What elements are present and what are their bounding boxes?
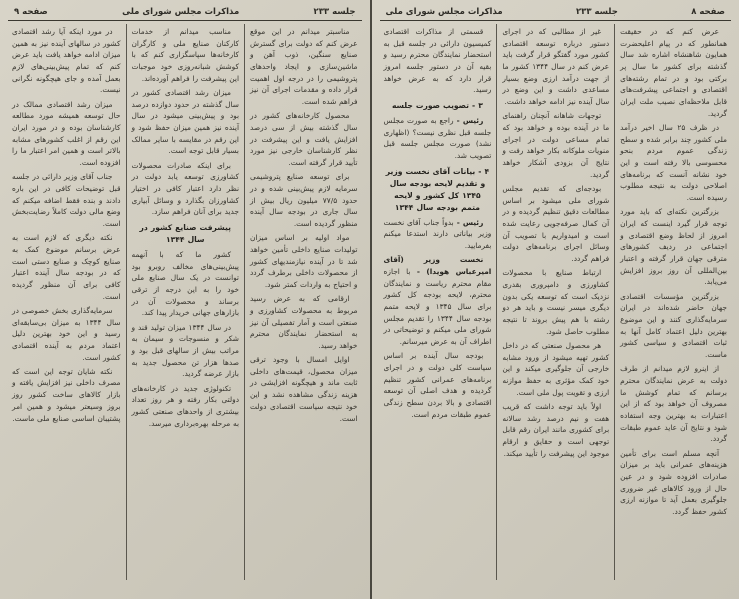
body-paragraph: بودجه سال آینده بر اساس سیاست کلی دولت و در اجرای برنامه‌های عمرانی کشور تنظیم گردیده و هدف اصلی آن توسعه اقتصادی و بالا بردن سطح زندگی عموم طبقات مردم است. (383, 351, 492, 419)
page-9-header-title: مذاکرات مجلس شورای ملی (122, 7, 240, 17)
page-9-column-3 (7, 24, 126, 580)
body-paragraph: توجهات شاهانه آنچنان راهنمای ما در آینده بوده و خواهد بود که تمام مساعی دولت در اجرای منویات ملوکانه بکار خواهد رفت و نتایج آن بزودی آشکار خواهد گردید. (502, 111, 610, 179)
body-paragraph: مناسبتر میدانم در این موقع عرض کنم که دولت برای گسترش صنایع سنگین، ذوب آهن و ماشین‌سازی و ایجاد واحدهای پتروشیمی را در درجه اول اهمیت قرار داده و مقدمات اجرای آن نیز فراهم شده است. (250, 27, 358, 107)
speaker-name: نخست وزیر (آقای امیرعباس هویدا) - (383, 255, 492, 277)
page-9-session-label: جلسه ۲۳۳ (313, 7, 356, 17)
body-paragraph: در ظرف ۲۵ سال اخیر درآمد ملی کشور چند برابر شده و سطح زندگی عموم مردم بنحو محسوسی بالا رفته است و این خود نشانه آنست که برنامه‌های اصلاحی دولت به نتیجه مطلوب رسیده است. (620, 123, 727, 203)
body-paragraph: برای توسعه صنایع پتروشیمی سرمایه لازم پیش‌بینی شده و در حدود ۷۷/۵ میلیون ریال بیش از سال جاری در بودجه سال آینده منظور گردیده است. (250, 172, 358, 228)
body-paragraph: قسمتی از مذاکرات اقتصادی کمیسیون دارائی در جلسه قبل به استحضار نمایندگان محترم رسید و بقیه آن در دستور جلسه امروز قرار دارد که به عرض خواهد رسید. (383, 27, 492, 95)
body-paragraph: در مورد اینکه آیا رشد اقتصادی کشور در سالهای آینده نیز به همین میزان ادامه خواهد یافت باید عرض کنم که تمام پیش‌بینی‌های لازم بعمل آمده و جای هیچگونه نگرانی نیست. (12, 27, 121, 95)
body-paragraph: کشور ما که با آنهمه پیش‌بینی‌های مخالف روبرو بود توانست در یک سال صنایع ملی خود را به این درجه از ترقی برساند و محصولات آن در بازارهای جهانی خریدار پیدا کند. (131, 249, 239, 318)
body-paragraph: برای اینکه صادرات محصولات کشاورزی توسعه یابد دولت در نظر دارد اعتبار کافی در اختیار کشاورزان بگذارد و وسائل آبیاری جدید برای آنان فراهم سازد. (131, 160, 239, 217)
section-heading: ۴ - بیانات آقای نخست وزیر و تقدیم لایحه بودجه سال ۱۳۴۵ کل کشور و لایحه متمم بودجه سال ۱۳۴۴ (385, 166, 490, 212)
body-paragraph: جناب آقای وزیر دارائی در جلسه قبل توضیحات کافی در این باره دادند و بنده فقط اضافه میکنم که وضع مالی دولت کاملاً رضایت‌بخش است. (12, 172, 121, 228)
page-8-column-2 (496, 24, 614, 580)
page-9-page-number: صفحه ۹ (14, 7, 48, 17)
page-8 (370, 0, 739, 599)
body-paragraph: رئیس - راجع به صورت مجلس جلسه قبل نظری نیست؟ (اظهاری نشد) صورت مجلس جلسه قبل تصویب شد. (383, 116, 492, 161)
body-paragraph: هر محصول صنعتی که در داخل کشور تهیه میشود از ورود مشابه خارجی آن جلوگیری میکند و این خود کمک مؤثری به حفظ موازنه ارزی و تقویت پول ملی است. (502, 340, 610, 397)
body-paragraph: نکته شایان توجه این است که مصرف داخلی نیز افزایش یافته و بازار کالاهای ساخت کشور روز بروز وسیعتر میشود و همین امر پشتیبان اساسی صنایع ملی ماست. (12, 366, 121, 423)
body-paragraph: اولاً باید توجه داشت که قریب هفت و نیم درصد رشد سالانه برای کشوری مانند ایران رقم قابل توجهی است و حقایق و ارقام موجود این پیشرفت را تأیید میکند. (502, 401, 610, 458)
section-heading: پیشرفت صنایع کشور در سال ۱۳۴۴ (139, 223, 231, 244)
body-paragraph: نخست وزیر (آقای امیرعباس هویدا) - با اجازه مقام محترم ریاست و نمایندگان محترم، لایحه بودجه کل کشور برای سال ۱۳۴۵ و لایحه متمم بودجه سال ۱۳۴۴ را تقدیم مجلس شورای ملی میکنم و توضیحاتی در اطراف آن به عرض میرسانم. (383, 255, 492, 347)
body-paragraph: میزان رشد اقتصادی ممالک در حال توسعه همیشه مورد مطالعه کارشناسان بوده و در مورد ایران این رقم از اغلب کشورهای مشابه بالاتر است و همین امر اعتبار ما را افزوده است. (12, 99, 121, 168)
body-paragraph: بزرگترین مؤسسات اقتصادی جهان حاضر شده‌اند در ایران سرمایه‌گذاری کنند و این موضوع بهترین دلیل اعتماد کامل آنها به ثبات اقتصادی و سیاسی کشور ماست. (620, 291, 727, 360)
body-paragraph: غیر از مطالبی که در اجرای دستور درباره توسعه اقتصادی کشور مورد گفتگو قرار گرفت باید عرض کنم در سال ۱۳۴۴ کشور ما از جهت درآمد ارزی وضع بسیار مساعدی داشت و این وضع در سال آینده نیز ادامه خواهد داشت. (502, 27, 610, 107)
page-9-column-1 (244, 24, 363, 580)
body-paragraph: میزان رشد اقتصادی کشور در سال گذشته در حدود دوازده درصد بود و پیش‌بینی میشود در سال آینده نیز همین میزان حفظ شود و این رقم در مقایسه با سایر ممالک بسیار قابل توجه است. (131, 87, 239, 156)
section-heading: ۳ - تصویب صورت جلسه (391, 101, 483, 111)
page-8-header-title: مذاکرات مجلس شورای ملی (385, 7, 503, 17)
speaker-name: رئیس - (453, 217, 484, 227)
body-paragraph: مناسب میدانم از خدمات کارکنان صنایع ملی و کارگران کارخانه‌ها سپاسگزاری کنم که با کوشش شبانه‌روزی خود موجبات این پیشرفت را فراهم آورده‌اند. (131, 27, 239, 83)
page-8-session-label: جلسه ۲۳۳ (575, 7, 618, 17)
page-9-columns (7, 24, 363, 580)
body-paragraph: بودجه‌ای که تقدیم مجلس شورای ملی میشود بر اساس مطالعات دقیق تنظیم گردیده و در آن کمال صرفه‌جویی رعایت شده است و امیدواریم با تصویب آن وسائل اجرای برنامه‌های دولت فراهم گردد. (502, 183, 610, 264)
body-paragraph: اوایل امسال با وجود ترقی میزان محصول، قیمت‌های داخلی ثابت ماند و هیچگونه افزایشی در هزینه زندگی مشاهده نشد و این خود نتیجه سیاست اقتصادی دولت است. (250, 355, 358, 423)
speaker-name: رئیس - (453, 116, 484, 126)
body-paragraph: مواد اولیه بر اساس میزان تولیدات صنایع داخلی تأمین خواهد شد تا در آینده نیازمندیهای کشور از محصولات داخلی برطرف گردد و احتیاج به واردات کمتر شود. (250, 233, 358, 289)
body-paragraph: سرمایه‌گذاری بخش خصوصی در سال ۱۳۴۴ به میزان بی‌سابقه‌ای رسید و این خود بهترین دلیل اعتماد مردم به آینده اقتصادی کشور است. (12, 305, 121, 362)
page-8-header (380, 5, 732, 21)
body-paragraph: نکته دیگری که لازم است به عرض برسانم موضوع کمک به صنایع کوچک و صنایع دستی است که در بودجه سال آینده اعتبار کافی برای آن منظور گردیده است. (12, 233, 121, 301)
body-paragraph: تکنولوژی جدید در کارخانه‌های دولتی بکار رفته و هر روز تعداد بیشتری از واحدهای صنعتی کشور به مرحله بهره‌برداری میرسد. (131, 383, 239, 428)
body-paragraph: بزرگترین نکته‌ای که باید مورد توجه قرار گیرد اینست که ایران امروز از لحاظ وضع اقتصادی و اجتماعی در ردیف کشورهای مترقی جهان قرار گرفته و اعتبار بین‌المللی آن روز بروز افزایش می‌یابد. (620, 207, 727, 287)
body-paragraph: در سال ۱۳۴۴ میزان تولید قند و شکر و منسوجات و سیمان به مراتب بیش از سالهای قبل بود و صدها هزار تن محصول جدید به بازار عرضه گردید. (131, 322, 239, 379)
page-9-column-2 (126, 24, 245, 580)
page-8-column-1 (614, 24, 732, 580)
body-paragraph: آنچه مسلم است برای تأمین هزینه‌های عمرانی باید بر میزان صادرات افزوده شود و در عین حال از ورود کالاهای غیر ضروری جلوگیری بعمل آید تا موازنه ارزی کشور حفظ گردد. (620, 448, 727, 516)
body-paragraph: ارقامی که به عرض رسید مربوط به محصولات کشاورزی و صنعتی است و آمار تفصیلی آن نیز به استحضار نمایندگان محترم خواهد رسید. (250, 294, 358, 350)
page-8-column-3 (379, 24, 497, 580)
page-8-columns (379, 24, 733, 580)
body-paragraph: محصول کارخانه‌های کشور در سال گذشته بیش از سی درصد افزایش یافت و این پیشرفت در نظر کارشناسان خارجی نیز مورد تأیید قرار گرفته است. (250, 111, 358, 168)
body-paragraph: عرض کنم که در حقیقت همانطور که در پیام اعلیحضرت همایون شاهنشاه اشاره شد سال گذشته برای کشور ما سال پر برکتی بود و در تمام رشته‌های اقتصادی و اجتماعی پیشرفت‌های قابل ملاحظه‌ای نصیب ملت ایران گردید. (620, 27, 727, 118)
body-paragraph: از اینرو لازم میدانم از طرف دولت به عرض نمایندگان محترم برسانم که تمام کوشش ما مصروف آن خواهد بود که از این اعتبارات به بهترین وجه استفاده شود و نتایج آن عاید عموم طبقات گردد. (620, 364, 727, 444)
page-8-page-number: صفحه ۸ (691, 7, 725, 17)
page-9-header (8, 5, 362, 21)
body-paragraph: رئیس - بدواً جناب آقای نخست وزیر بیاناتی دارند استدعا میکنم بفرمایید. (383, 217, 492, 251)
body-paragraph: ارتباط صنایع با محصولات کشاورزی و دامپروری بقدری نزدیک است که توسعه یکی بدون دیگری میسر نیست و باید هر دو رشته با هم پیش بروند تا نتیجه مطلوب حاصل شود. (502, 268, 610, 336)
